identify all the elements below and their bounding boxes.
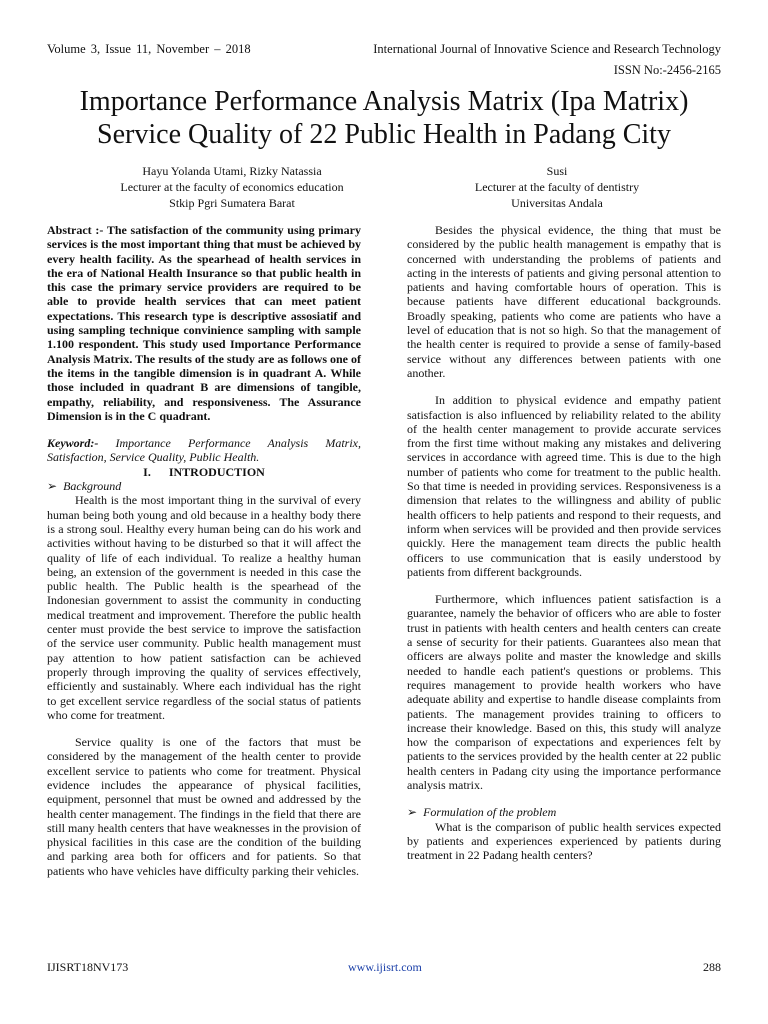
author-institution: Stkip Pgri Sumatera Barat — [169, 196, 295, 210]
author-institution: Universitas Andala — [511, 196, 603, 210]
paragraph: Besides the physical evidence, the thing that must be considered by the public health management is empathy that is concerned with understanding the problems of patients and acting in the interests of patients and giving personal attention to patients and having comfortable hours of operation. This is because patients have different educational backgrounds. Broadly speaking, patients who come are patients who have a level of education that is not so high. So that the management of the health center is required to provide a sense of family-based service without any differences between patients with one another. — [407, 223, 721, 380]
paper-title — [30, 85, 738, 151]
abstract: Abstract :- The satisfaction of the community using primary services is the most important thing that must be achieved by every health facility. As the spearhead of health services in the era of National Health Insurance so that public health in this case the primary service providers are required to be able to provide health services that can meet patient expectations. This research type is descriptive assosiatif and using sampling technique convinience sampling with sample 1.100 respondent. This study used Importance Performance Analysis Matrix. The results of the study are as follows one of the items in the tangible dimension is in quadrant A. While those included in quadrant B are dimensions of tangible, empathy, reliability, and responsiveness. The Assurance Dimension is in the C quadrant. — [47, 223, 362, 423]
author-role: Lecturer at the faculty of economics education — [120, 180, 344, 194]
paragraph: Service quality is one of the factors that must be considered by the management of the health center to provide excellent service to patients who come for treatment. Physical evidence includes the appearance of physical facilities, equipment, personnel that must be owned and addressed by the health center management. The findings in the field that there are still many health centers that have weaknesses in the provision of physical facilities in this case are the condition of the building and parking area both for officers and for patients. So that patients who have vehicles have difficulty parking their vehicles. — [47, 735, 361, 878]
author-names: Susi — [546, 164, 568, 178]
volume-info: Volume 3, Issue 11, November – 2018 — [47, 42, 251, 56]
title-line-1: Importance Performance Analysis Matrix (Ipa Matrix) — [79, 86, 689, 117]
left-column — [47, 223, 361, 878]
paragraph: Health is the most important thing in the survival of every human being both young and old because in a healthy body there is a strong soul. Healthy every human being can do his work and activities without having to be disturbed so that it will affect the quality of life of each individual. To realize a healthy human being, an extension of the government is needed in this case the public health. The Public health is the spearhead of the Indonesian government to assist the community in conducting medical treatment and improvement. Therefore the public health center must provide the best service to improve the satisfaction of the service user community. Public health management must pay attention to how patient satisfaction can be achieved properly through improving the quality of services effectively, efficiently and sustainably. Where each individual has the right to get excellent service regardless of the social status of patients who come for treatment. — [47, 493, 361, 722]
page-number: 288 — [703, 960, 721, 974]
right-column — [407, 223, 721, 862]
author-block-left — [47, 163, 417, 211]
issn: ISSN No:-2456-2165 — [613, 63, 721, 77]
subsection-title: Formulation of the problem — [423, 805, 557, 820]
keywords — [47, 436, 361, 465]
title-line-2: Service Quality of 22 Public Health in Padang City — [97, 119, 671, 150]
journal-website-link[interactable]: www.ijisrt.com — [348, 960, 422, 974]
keywords-text: Importance Performance Analysis Matrix, Satisfaction, Service Quality, Public Health. — [47, 436, 362, 465]
author-role: Lecturer at the faculty of dentistry — [474, 180, 640, 194]
author-block-right — [393, 163, 721, 211]
arrow-bullet-icon: ➢ — [407, 805, 418, 820]
section-heading-introduction: I. INTRODUCTION — [143, 464, 265, 479]
journal-name: International Journal of Innovative Science and Research Technology — [373, 42, 721, 56]
article-code: IJISRT18NV173 — [47, 960, 129, 974]
paragraph: What is the comparison of public health services expected by patients and experiences experienced by patients during treatment in 22 Padang health centers? — [407, 819, 721, 863]
keywords-label: Keyword:- — [47, 436, 99, 451]
paragraph: Furthermore, which influences patient satisfaction is a guarantee, namely the behavior of officers who are able to foster trust in patients with health centers and health centers can create a sense of security for their patients. Guarantees also mean that officers are always polite and master the knowledge and skills needed to handle each patient's questions or problems. This requires management to provide health workers who have adequate ability and expertise to handle disease complaints from patients. The management provides training to officers to increase their knowledge. Based on this, this study will analyze how the comparison of expectations and experiences felt by patients to the services provided by the health center at 22 public health centers in Padang city using the importance performance analysis matrix. — [407, 592, 721, 792]
paragraph: In addition to physical evidence and empathy patient satisfaction is also influenced by reliability related to the ability of the health center management to provide accurate services from the first time without making any mistakes and delivering services in accordance with agreed time. This is due to the high number of patients who come for treatment to the public health. So that time is needed in providing services. Responsiveness is a dimension that relates to the willingness and ability of public health officers to help patients and respond to their requests, and inform when services will be provided and then provide services quickly. Here the management team directs the public health officers to use communication that is easily understood by patients from different backgrounds. — [407, 393, 721, 579]
subsection-title: Background — [63, 479, 122, 494]
author-names: Hayu Yolanda Utami, Rizky Natassia — [142, 164, 322, 178]
arrow-bullet-icon: ➢ — [47, 479, 58, 494]
subsection-heading-formulation — [407, 805, 721, 819]
subsection-heading-background — [47, 479, 361, 493]
